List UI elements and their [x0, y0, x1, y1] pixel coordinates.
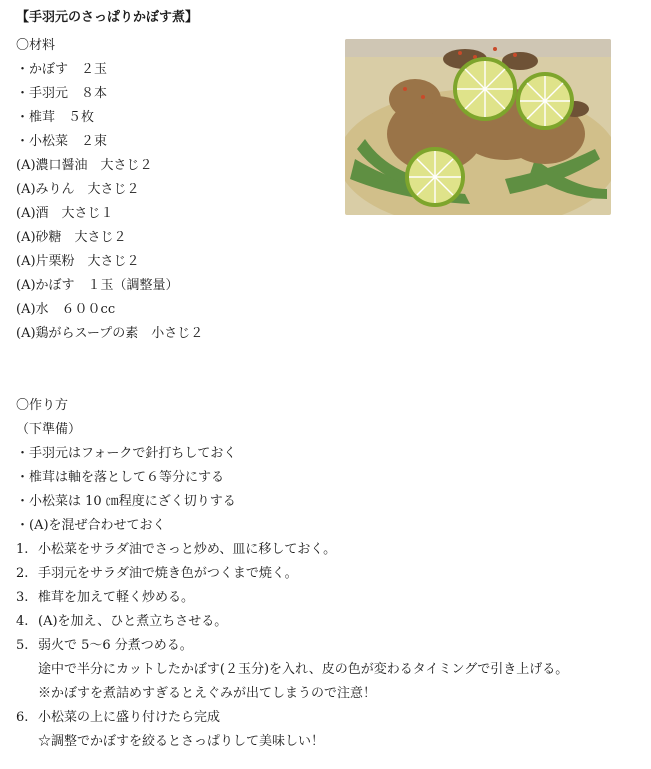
- step-text: (A)を加え、ひと煮立ちさせる。: [38, 614, 228, 629]
- ingredient-item: (A)鶏がらスープの素 小さじ２: [16, 326, 204, 341]
- prep-item: ・小松菜は 10 ㎝程度にざく切りする: [16, 494, 236, 509]
- ingredient-item: (A)片栗粉 大さじ２: [16, 254, 140, 269]
- method-heading: 〇作り方: [16, 398, 69, 413]
- step-text: 弱火で 5〜6 分煮つめる。: [38, 638, 193, 653]
- ingredient-item: (A)みりん 大さじ２: [16, 182, 140, 197]
- step-item: [16, 636, 193, 656]
- ingredient-item: ・手羽元 ８本: [16, 86, 108, 101]
- prep-heading: （下準備）: [16, 422, 82, 437]
- ingredient-item: (A)かぼす １玉（調整量）: [16, 278, 179, 293]
- dish-photo: [345, 39, 611, 215]
- step-item: [16, 612, 227, 632]
- step-number: 6.: [16, 710, 29, 725]
- ingredient-item: ・小松菜 ２束: [16, 134, 108, 149]
- step-number: 1.: [16, 542, 29, 557]
- step-item: [16, 708, 220, 728]
- ingredient-item: ・かぼす ２玉: [16, 62, 108, 77]
- prep-item: ・(A)を混ぜ合わせておく: [16, 518, 166, 533]
- step-number: 4.: [16, 614, 29, 629]
- prep-item: ・手羽元はフォークで針打ちしておく: [16, 446, 237, 461]
- step-text: 小松菜の上に盛り付けたら完成: [38, 710, 221, 725]
- step-item: [16, 540, 336, 560]
- step-text: 手羽元をサラダ油で焼き色がつくまで焼く。: [38, 566, 298, 581]
- step-item: [16, 588, 194, 608]
- step-number: 2.: [16, 566, 29, 581]
- recipe-title: 【手羽元のさっぱりかぼす煮】: [16, 10, 199, 25]
- step-note: ※かぼすを煮詰めすぎるとえぐみが出てしまうので注意！: [38, 686, 377, 701]
- ingredient-item: (A)濃口醤油 大さじ２: [16, 158, 153, 173]
- prep-item: ・椎茸は軸を落として６等分にする: [16, 470, 225, 485]
- ingredient-item: (A)砂糖 大さじ２: [16, 230, 127, 245]
- dish-illustration: [345, 39, 611, 215]
- step-item: [16, 564, 298, 584]
- step-number: 3.: [16, 590, 29, 605]
- step-number: 5.: [16, 638, 29, 653]
- step-text: 小松菜をサラダ油でさっと炒め、皿に移しておく。: [38, 542, 337, 557]
- ingredient-item: (A)酒 大さじ１: [16, 206, 114, 221]
- step-text: 椎茸を加えて軽く炒める。: [38, 590, 195, 605]
- step-note: ☆調整でかぼすを絞るとさっぱりして美味しい！: [38, 734, 325, 749]
- ingredient-item: ・椎茸 ５枚: [16, 110, 95, 125]
- step-note: 途中で半分にカットしたかぼす(２玉分)を入れ、皮の色が変わるタイミングで引き上げる。: [38, 662, 569, 677]
- ingredients-heading: 〇材料: [16, 38, 56, 53]
- ingredient-item: (A)水 ６００cc: [16, 302, 116, 317]
